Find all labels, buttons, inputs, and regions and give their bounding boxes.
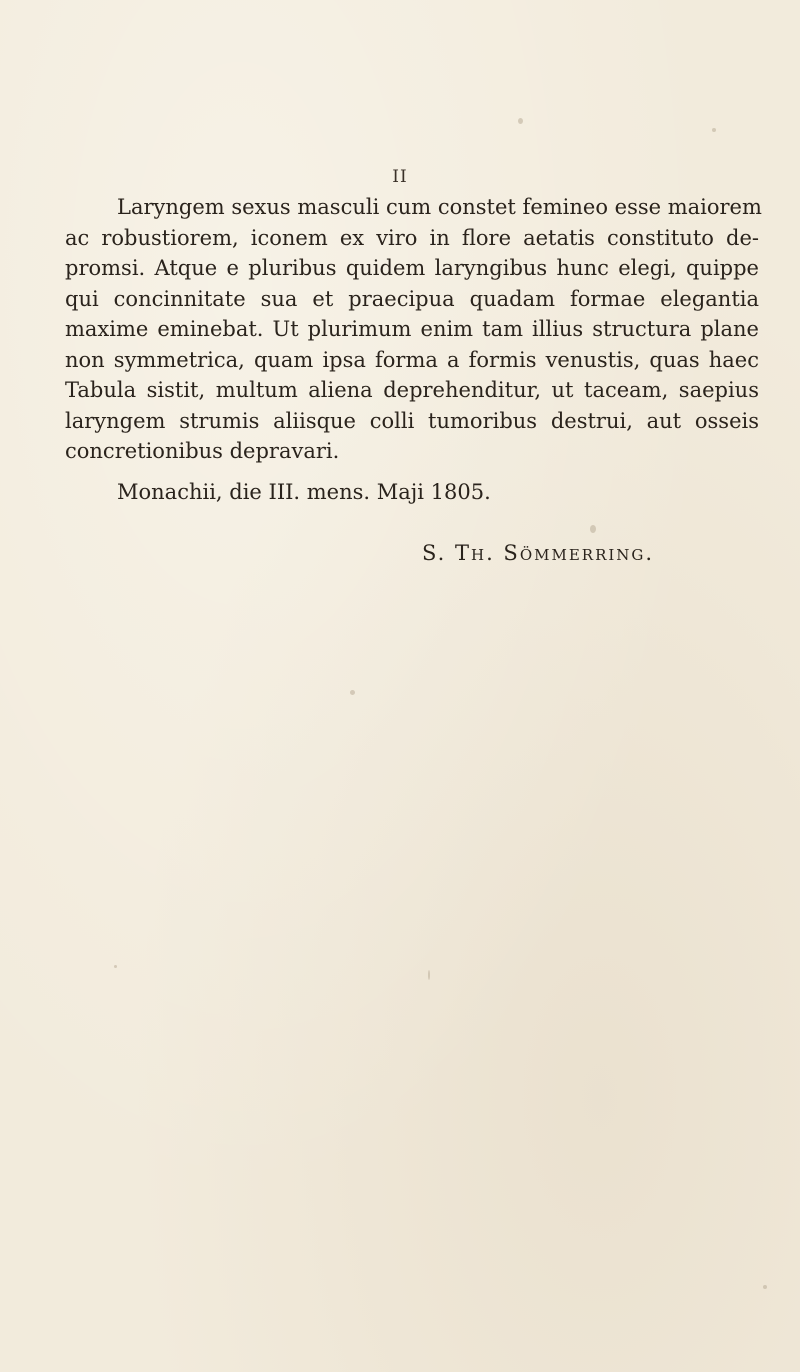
paragraph-line: concretionibus depravari. [65, 439, 340, 463]
paragraph-line: promsi. Atque e pluribus quidem laryngibus hunc elegi, quippe [65, 256, 759, 280]
paper-speck [712, 128, 716, 132]
paper-speck [428, 970, 430, 980]
dateline: Monachii, die III. mens. Maji 1805. [117, 480, 491, 504]
paper-speck [114, 965, 117, 968]
paper-speck [763, 1285, 767, 1289]
paper-speck [590, 525, 596, 533]
page-number: II [392, 167, 408, 187]
paragraph-line: Tabula sistit, multum aliena deprehenditur, ut taceam, saepius [65, 378, 759, 402]
paragraph-line: maxime eminebat. Ut plurimum enim tam illius structura plane [65, 317, 759, 341]
author-signature: S. Th. Sömmerring. [422, 541, 655, 565]
body-paragraph [65, 192, 762, 467]
paragraph-line: Laryngem sexus masculi cum constet femineo esse maiorem [117, 195, 762, 219]
paper-speck [350, 690, 355, 695]
paragraph-line: laryngem strumis aliisque colli tumoribus destrui, aut osseis [65, 408, 759, 433]
paragraph-line: qui concinnitate sua et praecipua quadam formae elegantia [65, 286, 759, 311]
paragraph-line: non symmetrica, quam ipsa forma a formis venustis, quas haec [65, 347, 759, 372]
paragraph-line: ac robustiorem, iconem ex viro in flore aetatis constituto de- [65, 225, 759, 250]
paper-speck [518, 118, 523, 124]
